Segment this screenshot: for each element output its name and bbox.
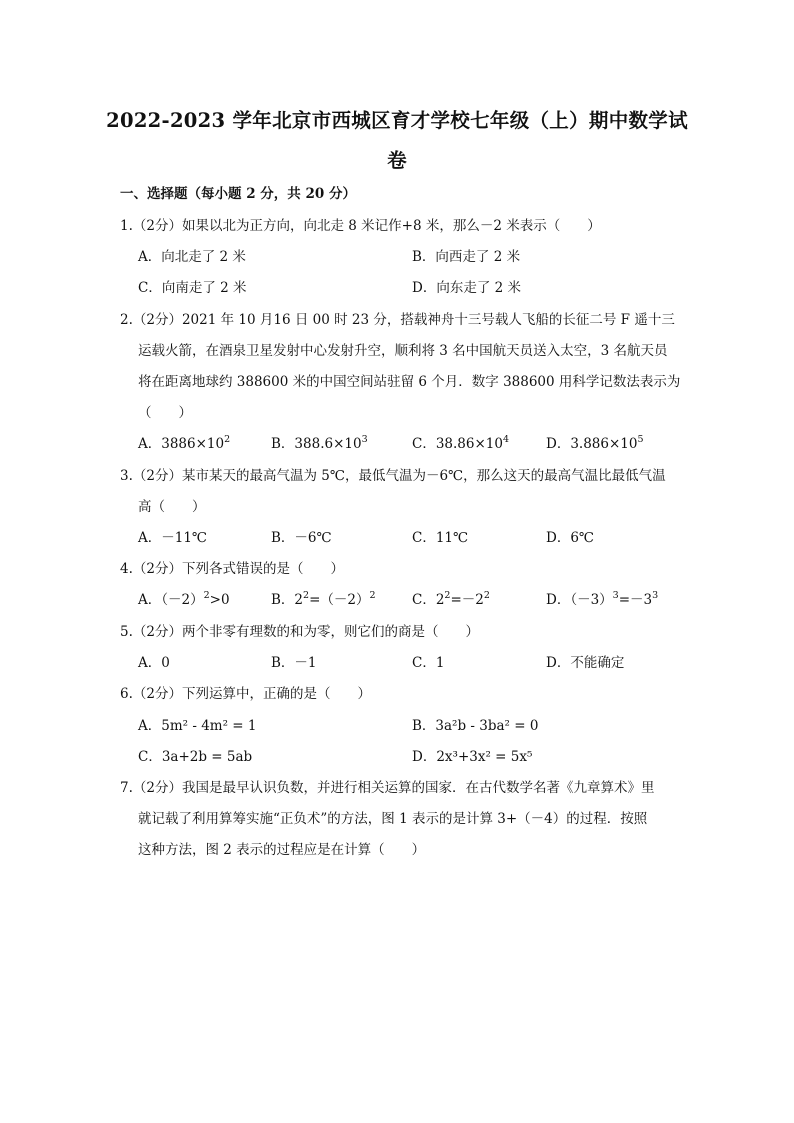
question-6-option-c: C．3a+2b = 5ab: [138, 749, 253, 765]
question-2-option-d: D．$3.886\times 10^5$: [546, 434, 644, 452]
question-1-option-a: A．向北走了 2 米: [138, 249, 246, 265]
question-1-stem: 1.（2分）如果以北为正方向，向北走 8 米记作+8 米，那么－2 米表示（ ）: [120, 218, 601, 234]
question-1-option-b: B．向西走了 2 米: [412, 249, 521, 265]
question-4-option-c: C．$2^2=-2^2$: [412, 590, 490, 608]
question-1-option-c: C．向南走了 2 米: [138, 280, 247, 296]
question-2-option-b: B．$388.6\times 10^3$: [271, 434, 368, 452]
question-6-option-a: A．5m² - 4m² = 1: [138, 718, 257, 734]
question-4-option-b: B．$2^2=(-2)^2$: [271, 590, 376, 608]
question-6-stem: 6.（2分）下列运算中，正确的是（ ）: [120, 686, 371, 702]
section-heading: 一、选择题（每小题 2 分，共 20 分）: [120, 186, 356, 202]
question-3-option-a: A．－11℃: [138, 530, 208, 546]
question-5-stem: 5.（2分）两个非零有理数的和为零，则它们的商是（ ）: [120, 624, 479, 640]
question-5-option-d: D．不能确定: [546, 655, 625, 671]
question-6-option-d: D．2x³+3x² = 5x⁵: [412, 749, 533, 765]
question-4-option-d: D．$(-3)^3=-3^3$: [546, 590, 659, 608]
question-1-option-d: D．向东走了 2 米: [412, 280, 521, 296]
question-2-line-4: （ ）: [138, 405, 192, 421]
question-5-option-b: B．－1: [271, 655, 317, 671]
question-3-option-d: D．6℃: [546, 530, 595, 546]
question-2-line-1: 2.（2分）2021 年 10 月16 日 00 时 23 分，搭载神舟十三号载人飞船的长征二号 F 遥十三: [120, 312, 675, 328]
question-7-line-2: 就记载了利用算筹实施“正负术”的方法，图 1 表示的是计算 3+（－4）的过程．按照: [138, 811, 648, 827]
question-4-stem: 4.（2分）下列各式错误的是（ ）: [120, 561, 344, 577]
question-2-option-c: C．$38.86\times 10^4$: [412, 434, 510, 452]
question-5-option-c: C．1: [412, 655, 445, 671]
question-3-option-b: B．－6℃: [271, 530, 332, 546]
question-7-line-1: 7.（2分）我国是最早认识负数，并进行相关运算的国家．在古代数学名著《九章算术》里: [120, 780, 655, 796]
question-2-line-2: 运载火箭，在酒泉卫星发射中心发射升空，顺利将 3 名中国航天员送入太空，3 名航天员: [138, 343, 668, 359]
question-2-option-a: A．$3886\times 10^2$: [138, 434, 231, 452]
question-4-option-a: A．$(-2)^2>0$: [138, 590, 230, 608]
page-title-line-2: 卷: [387, 149, 407, 172]
question-6-option-b: B．3a²b - 3ba² = 0: [412, 718, 539, 734]
question-5-option-a: A．0: [138, 655, 170, 671]
question-3-line-2: 高（ ）: [138, 499, 206, 515]
page-title-line-1: 2022-2023 学年北京市西城区育才学校七年级（上）期中数学试: [106, 109, 688, 132]
question-7-line-3: 这种方法，图 2 表示的过程应是在计算（ ）: [138, 842, 426, 858]
question-3-line-1: 3.（2分）某市某天的最高气温为 5℃，最低气温为－6℃，那么这天的最高气温比最低气温: [120, 468, 666, 484]
question-3-option-c: C．11℃: [412, 530, 469, 546]
question-2-line-3: 将在距离地球约 388600 米的中国空间站驻留 6 个月．数字 388600 用科学记数法表示为: [138, 374, 681, 390]
